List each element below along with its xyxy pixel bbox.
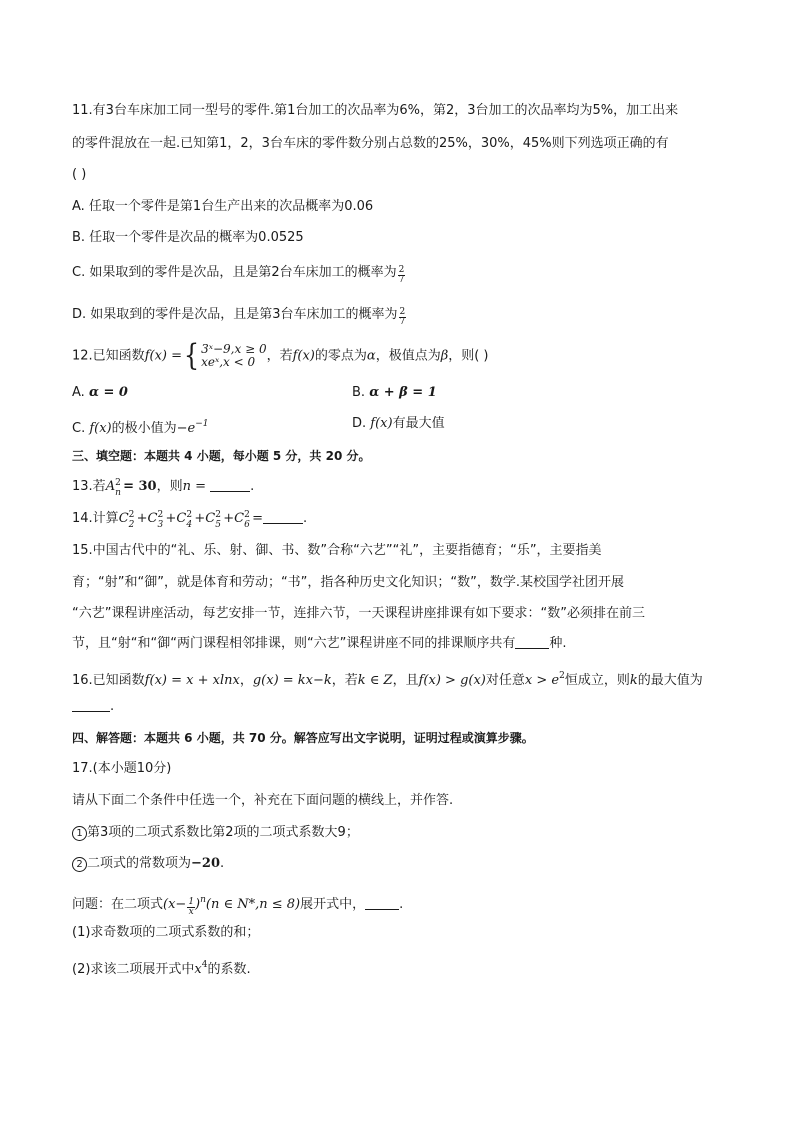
q17-part2-end: 的系数. (207, 962, 251, 977)
q12-option-d-text: 有最大值 (392, 416, 445, 431)
q14-end: . (302, 511, 308, 526)
q16-f: f(x) = x + xlnx (144, 673, 240, 688)
q11-option-a: A. 任取一个零件是第1台生产出来的次品概率为0.06 (72, 199, 374, 214)
q14-eq: = (252, 511, 263, 526)
q12-option-a-label: A. (72, 385, 89, 400)
q12-option-c-label: C. (72, 421, 90, 436)
q17-expr-cond: (n ∈ N*,n ≤ 8) (205, 897, 301, 912)
q16-end: 的最大值为 (637, 673, 703, 688)
q14-term: C (147, 511, 158, 526)
q17-condition2-text: 二项式的常数项为 (87, 856, 192, 871)
q16-kz: k ∈ Z (357, 673, 393, 688)
q17-expr-close: ) (195, 897, 201, 912)
q12-option-d (352, 415, 445, 433)
q13-mid: ，则 (156, 479, 183, 494)
q14-sup: 2 (244, 510, 250, 520)
fraction-denominator: 7 (398, 275, 405, 285)
q14-term: C (118, 511, 129, 526)
fraction-denominator: x (188, 907, 194, 917)
q16-answer-blank[interactable] (72, 699, 110, 712)
q17-condition2-math: −20 (191, 856, 220, 871)
q12-option-c-fx: f(x) (89, 421, 112, 436)
q14-sub: 4 (186, 520, 193, 530)
fraction-denominator: 7 (399, 317, 406, 327)
q14-supsub (186, 510, 194, 530)
fraction-numerator: 2 (399, 307, 406, 317)
q12-option-a-math: α = 0 (88, 385, 128, 400)
q15-line4-text: 节，且“射“和“御“两门课程相邻排课，则“六艺”课程讲座不同的排课顺序共有 (72, 636, 516, 651)
q16-mid2: ，且 (392, 673, 419, 688)
q16-line1 (72, 667, 703, 690)
q15-line4 (72, 635, 567, 653)
q12-fx2: f(x) (292, 348, 315, 364)
q11-line1: 11.有3台车床加工同一型号的零件.第1台加工的次品率为6%，第2，3台加工的次品率均为5%，加工出来 (72, 103, 679, 118)
q14 (72, 510, 307, 528)
q16-prefix: 16.已知函数 (72, 673, 145, 688)
q11-option-d-fraction (399, 308, 407, 327)
q17-condition2 (72, 855, 224, 873)
q12-prefix: 12.已知函数 (72, 348, 145, 364)
q12-option-b-math: α + β = 1 (369, 385, 437, 400)
q14-term: C (234, 511, 245, 526)
fraction-numerator: 1 (188, 897, 195, 907)
q14-supsub (244, 510, 252, 530)
q12-text3: ，极值点为 (375, 348, 441, 364)
q17-intro: 请从下面二个条件中任选一个，补充在下面问题的横线上，并作答. (72, 793, 454, 808)
fraction-numerator: 2 (398, 265, 405, 275)
q16-g: g(x) = kx−k (252, 673, 332, 688)
q14-term: C (176, 511, 187, 526)
q12-option-a (72, 384, 128, 402)
q14-sub: 2 (128, 520, 135, 530)
q14-supsub (128, 510, 137, 530)
q12-case1: 3ˣ−9,x ≥ 0 (201, 342, 267, 356)
q17-problem (72, 891, 403, 917)
q14-plus: + (136, 511, 148, 526)
q17-condition2-end: . (220, 856, 225, 871)
q12-case2: xeˣ,x < 0 (201, 355, 256, 369)
q13-sup: 2 (115, 478, 121, 488)
q16-sep: ， (239, 673, 253, 688)
q14-sup: 2 (128, 510, 135, 520)
q12-option-d-label: D. (352, 416, 371, 431)
q11-option-c-text: C. 如果取到的零件是次品，且是第2台车床加工的概率为 (72, 265, 397, 280)
q13-eq: = 30 (123, 479, 157, 494)
q12-text2: 的零点为 (314, 348, 367, 364)
q16-line2-end: . (110, 699, 115, 714)
q16-cond: x > e (524, 673, 560, 688)
q15-line1: 15.中国古代中的“礼、乐、射、御、书、数”合称“六艺”“礼”，主要指德育；“乐”，主要指美 (72, 543, 602, 558)
q17-answer-blank[interactable] (365, 897, 399, 910)
q11-option-c (72, 264, 405, 285)
q14-sub: 3 (157, 520, 164, 530)
circled-number-1: 1 (72, 826, 87, 841)
q17-part1: (1)求奇数项的二项式系数的和； (72, 925, 260, 940)
q16-cond-sup: 2 (559, 671, 565, 681)
q12-beta: β (440, 348, 449, 364)
q12-option-c-e: −e (176, 421, 196, 436)
q14-prefix: 14.计算 (72, 511, 119, 526)
q14-plus: + (194, 511, 206, 526)
q12-brace: { (183, 338, 200, 373)
q13-supsub (115, 478, 123, 498)
q12-cases (201, 343, 266, 369)
q14-term: C (205, 511, 216, 526)
q17-expr-fraction (187, 898, 195, 917)
q17-part2-prefix: (2)求该二项展开式中 (72, 962, 195, 977)
q17-part2-sup: 4 (201, 960, 208, 970)
q16-mid4: 恒成立，则 (564, 673, 630, 688)
q12-option-c-exponent: −1 (195, 419, 209, 429)
q17-problem-end: . (399, 897, 404, 912)
section4-heading: 四、解答题：本题共 6 小题，共 70 分。解答应写出文字说明，证明过程或演算步骤。 (72, 731, 534, 745)
q17-condition1-text: 第3项的二项式系数比第2项的二项式系数大9； (87, 825, 359, 840)
q13 (72, 478, 254, 496)
q12-alpha: α (366, 348, 376, 364)
section3-heading: 三、填空题：本题共 4 小题，每小题 5 分，共 20 分。 (72, 449, 371, 463)
q15-line4-end: 种. (549, 636, 567, 651)
q13-n: n = (182, 479, 207, 494)
q12-option-b (352, 384, 437, 402)
q11-option-b: B. 任取一个零件是次品的概率为0.0525 (72, 230, 304, 245)
q16-ineq: f(x) > g(x) (418, 673, 486, 688)
q14-supsub (157, 510, 166, 530)
q17-condition1 (72, 824, 359, 842)
q17-head: 17.(本小题10分) (72, 761, 172, 776)
q12-mid: ，若 (266, 348, 293, 364)
q12-fx: f(x) = (144, 348, 182, 364)
q12-text4: ，则( ) (448, 348, 489, 364)
q15-line3: “六艺”课程讲座活动，每艺安排一节，连排六节，一天课程讲座排课有如下要求：“数”必须排在前三 (72, 606, 645, 621)
q12-option-d-fx: f(x) (370, 416, 393, 431)
q11-option-d (72, 306, 406, 327)
q14-plus: + (223, 511, 235, 526)
q12-option-b-label: B. (352, 385, 370, 400)
q14-sub: 6 (244, 520, 250, 530)
q13-sub: n (115, 488, 121, 498)
q13-end: . (250, 479, 255, 494)
q17-part2 (72, 956, 251, 979)
q13-prefix: 13.若 (72, 479, 106, 494)
q11-line3: ( ) (72, 167, 87, 182)
q12-option-c-text: 的极小值为 (111, 421, 177, 436)
q16-k: k (629, 673, 638, 688)
q14-sup: 2 (215, 510, 221, 520)
q14-supsub (215, 510, 223, 530)
q11-option-d-text: D. 如果取到的零件是次品，且是第3台车床加工的概率为 (72, 307, 398, 322)
q15-line2: 育；“射”和“御”，就是体育和劳动；“书”，指各种历史文化知识；“数”，数学.某校国学社团开展 (72, 575, 625, 590)
q17-expr-open: (x− (163, 897, 187, 912)
q14-answer-blank[interactable] (263, 511, 303, 524)
q17-part2-x: x (194, 962, 202, 977)
q17-problem-mid: 展开式中， (300, 897, 366, 912)
circled-number-2: 2 (72, 857, 87, 872)
q17-problem-prefix: 问题：在二项式 (72, 897, 164, 912)
q13-A: A (105, 479, 116, 494)
q13-answer-blank[interactable] (210, 479, 250, 492)
q11-option-c-fraction (398, 266, 406, 285)
q12-stem (72, 338, 489, 373)
q16-mid: ，若 (331, 673, 358, 688)
q14-sup: 2 (186, 510, 193, 520)
q16-line2 (72, 698, 114, 716)
q16-mid3: 对任意 (485, 673, 525, 688)
q17-expr-sup: n (200, 895, 206, 905)
q14-sup: 2 (157, 510, 164, 520)
q15-answer-blank[interactable] (515, 636, 549, 649)
q11-line2: 的零件混放在一起.已知第1，2，3台车床的零件数分别占总数的25%，30%，45%则下列选项正确的有 (72, 136, 669, 151)
q14-sub: 5 (215, 520, 221, 530)
q12-option-c (72, 415, 209, 438)
q14-plus: + (165, 511, 177, 526)
